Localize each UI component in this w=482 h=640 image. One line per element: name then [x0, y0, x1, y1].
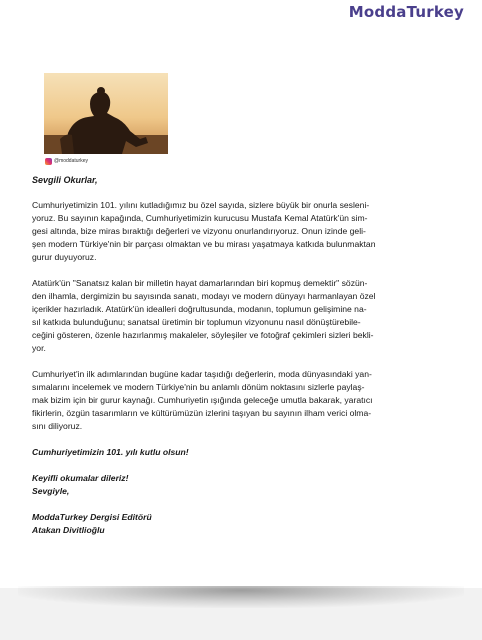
line: Cumhuriyetimizin 101. yılını kutladığımız bu özel sayıda, sizlere büyük bir onurla sesleni-	[32, 200, 370, 210]
line: içerikler hazırladık. Atatürk'ün idealleri doğrultusunda, modanın, toplumun gelişimine na-	[32, 304, 367, 314]
line: şen modern Türkiye'nin bir parçası olmaktan ve bu mirası yaşatmaya katkıda bulunmaktan	[32, 239, 376, 249]
closing-line-2: Sevgiyle,	[32, 486, 70, 496]
paragraph-3	[32, 368, 462, 433]
line: yoruz. Bu sayının kapağında, Cumhuriyetimizin kurucusu Mustafa Kemal Atatürk'ün sim-	[32, 213, 368, 223]
signature-name: Atakan Divitlioğlu	[32, 525, 105, 535]
line: sımalarını incelemek ve modern Türkiye'nin bu anlamlı dönüm noktasını sizlerle paylaş-	[32, 382, 365, 392]
instagram-icon	[45, 158, 52, 165]
celebration-line: Cumhuriyetimizin 101. yılı kutlu olsun!	[32, 447, 189, 457]
line: ceğini gösteren, özenle hazırlanmış makaleler, söyleşiler ve fotoğraf çekimleri sizleri bekli-	[32, 330, 374, 340]
line: sını diliyoruz.	[32, 421, 83, 431]
moddaturkey-logo: ModdaTurkey	[348, 3, 464, 21]
paragraph-1	[32, 199, 462, 264]
line: fikirlerin, özgün tasarımların ve kültürümüzün izlerini taşıyan bu sayının ilham verici olma-	[32, 408, 372, 418]
salutation: Sevgili Okurlar,	[32, 175, 98, 185]
line: yor.	[32, 343, 46, 353]
closing-line-1: Keyifli okumalar dileriz!	[32, 473, 129, 483]
photo-credit	[45, 156, 88, 166]
editor-photo	[44, 73, 168, 154]
signature-title: ModdaTurkey Dergisi Editörü	[32, 512, 152, 522]
line: Cumhuriyet'in ilk adımlarından bugüne kadar taşıdığı değerlerin, moda dünyasındaki yan-	[32, 369, 372, 379]
photo-credit-handle: @moddaturkey	[54, 158, 88, 164]
line: gesi altında, bize miras bıraktığı değerleri ve vizyonu onurlandırıyoruz. Onun izinde geli-	[32, 226, 366, 236]
line: mak bizim için bir gurur kaynağı. Cumhuriyetin ışığında geleceğe umutla bakarak, yaratıcı	[32, 395, 373, 405]
editor-letter	[32, 174, 462, 537]
line: sıl katkıda bulunduğunu; sanatsal üretimin bir toplumun vizyonunu nasıl dönüştürebile-	[32, 317, 361, 327]
line: gurur duyuyoruz.	[32, 252, 97, 262]
line: den ilhamla, dergimizin bu sayısında sanatı, modayı ve modern dünyayı harmanlayan özel	[32, 291, 376, 301]
line: Atatürk'ün "Sanatsız kalan bir milletin hayat damarlarından biri kopmuş demektir" sözün-	[32, 278, 368, 288]
page-shadow	[18, 586, 464, 608]
paragraph-2	[32, 277, 462, 355]
